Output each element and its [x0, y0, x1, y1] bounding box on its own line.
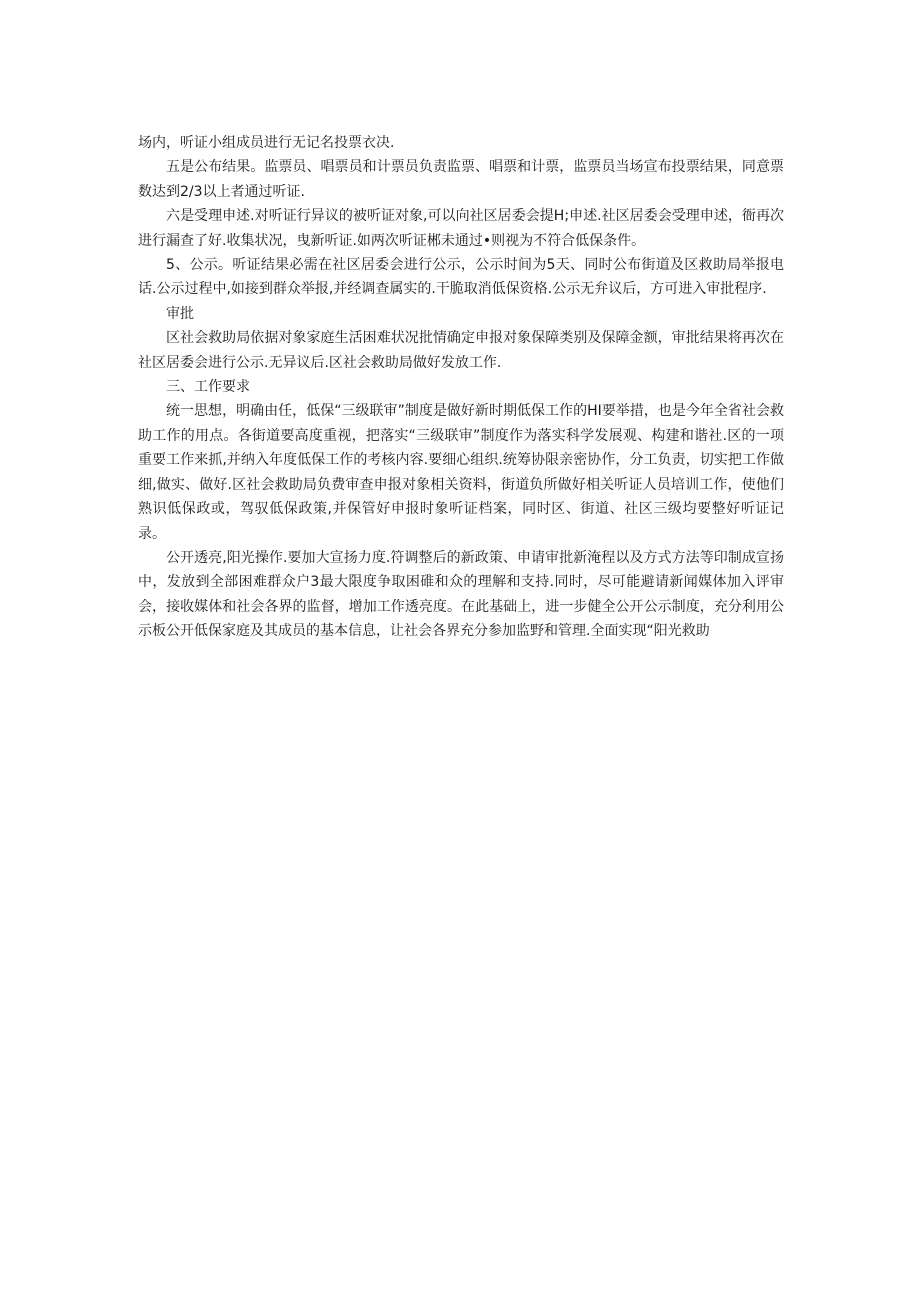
paragraph: 五是公布结果。监票员、唱票员和计票员负责监票、唱票和计票，监票员当场宣布投票结果，同意票数达到2/3以上者通过听证.: [138, 159, 784, 200]
section-heading: 审批: [166, 305, 194, 322]
paragraph: 场内，听证小组成员进行无记名投票衣决.: [138, 135, 395, 151]
document-body: [138, 131, 784, 644]
paragraph: 统一思想，明确由任，低保“三级联审”制度是做好新时期低保工作的HI要举措，也是今年全省社会救助工作的用点。各街道要高度重视，把落实“三级联审”制度作为落实科学发展观、构建和谐社.区的一项重要工作来抓,并纳入年度低保工作的考核内容.要细心组织.统筹协限亲密协作，分工负责，切实把工作做细,做实、做好.区社会救助局负费审查申报对象相关资料，街道负所做好相关听证人员培训工作，使他们熟识低保政或，驾驭低保政策,并保管好申报时象听证档案，同时区、街道、社区三级均要整好听证记录。: [138, 403, 784, 542]
section-heading: 三、工作要求: [166, 379, 250, 396]
paragraph: 公开透亮,阳光操作.要加大宣扬力度.符调整后的新政策、申请审批新淹程以及方式方法等印制成宣扬中，发放到全部困难群众户3最大限度争取困碓和众的理解和支持.同时，尽可能避请新闻媒体加入评审会，接收媒体和社会各界的监督，增加工作透亮度。在此基础上，进一步健全公开公示制度，充分利用公示板公开低保家庭及其成员的基本信息，让社会各界充分参加监野和管理.全面实现“阳光救助: [138, 549, 784, 640]
paragraph: 区社会救助局依据对象家庭生活困难状况批情确定申报对象保障类别及保障金额，审批结果将再次在社区居委会进行公示.无异议后.区社会救助局做好发放工作.: [138, 330, 784, 371]
paragraph: 5、公示。听证结果必需在社区居委会进行公示，公示时间为5天、同时公布街道及区救助局举报电话.公示过程中,如接到群众举报,并经调查属实的.干脆取消低保资格.公示无弁议后，方可进入审批程序.: [138, 257, 784, 298]
paragraph: 六是受理申述.对听证行异议的被听证对象,可以向社区居委会提H;申述.社区居委会受理申述，衙再次进行漏查了好.收集状况，曳新听证.如两次听证郴未通过•则视为不符合低保条件。: [138, 208, 784, 249]
